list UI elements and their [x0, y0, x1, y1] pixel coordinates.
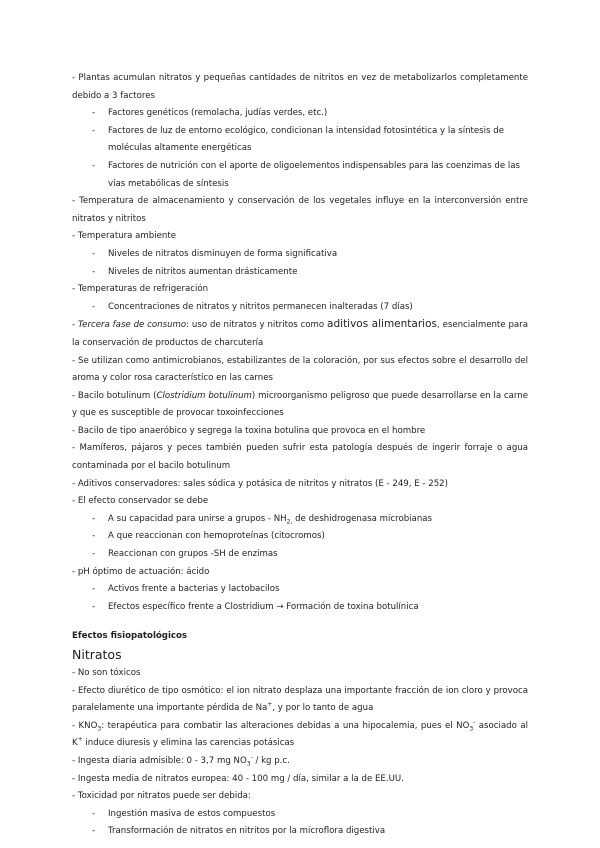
- list-item: - Niveles de nitratos disminuyen de forma significativa: [92, 246, 528, 264]
- paragraph-antimicrobianos: - Se utilizan como antimicrobianos, estabilizantes de la coloración, por sus efectos sobre el desarrollo del aroma y color rosa característico en las carnes: [72, 355, 528, 384]
- factores-list: [72, 105, 528, 193]
- paragraph-refrigeracion: - Temperaturas de refrigeración: [72, 284, 209, 295]
- text: -: [72, 320, 78, 331]
- paragraph-plantas: - Plantas acumulan nitratos y pequeñas cantidades de nitritos en vez de metabolizarlos completamente debido a 3 factores: [72, 73, 528, 101]
- list-item: - Transformación de nitratos en nitritos por la microflora digestiva: [92, 823, 528, 841]
- text: - Bacilo botulinum (: [72, 390, 157, 401]
- paragraph-tercera-fase: [72, 316, 528, 352]
- efecto-list: [72, 511, 528, 564]
- superscript: +: [77, 736, 83, 744]
- text: asociado al K: [72, 720, 528, 749]
- text: induce diuresis y elimina las carencias potásicas: [82, 738, 295, 749]
- paragraph-temperatura-almacenamiento: - Temperatura de almacenamiento y conservación de los vegetales influye en la interconversión entre nitratos y nitritos: [72, 196, 528, 224]
- list-item: - Factores genéticos (remolacha, judías verdes, etc.): [92, 105, 528, 123]
- subscript: 3: [97, 725, 102, 733]
- paragraph-temperatura-ambiente: - Temperatura ambiente: [72, 231, 177, 242]
- superscript: -: [473, 718, 476, 726]
- text: : uso de nitratos y nitritos como: [186, 320, 328, 331]
- paragraph-toxicidad: - Toxicidad por nitratos puede ser debida:: [72, 791, 251, 802]
- paragraph-ingesta-diaria: [72, 753, 528, 771]
- paragraph-efecto-conservador: - El efecto conservador se debe: [72, 496, 209, 507]
- italic-text: Clostridium botulinum: [156, 390, 252, 401]
- text: de deshidrogenasa microbianas: [292, 513, 433, 524]
- paragraph-anaerobico: - Bacilo de tipo anaeróbico y segrega la toxina botulina que provoca en el hombre: [72, 425, 426, 436]
- text: / kg p.c.: [252, 755, 290, 766]
- text: , y por lo tanto de agua: [272, 703, 374, 714]
- ph-list: [72, 581, 528, 616]
- toxicidad-list: [72, 806, 528, 841]
- section-title: Efectos fisiopatológicos: [72, 631, 188, 642]
- text: - Ingesta diaria admisible: 0 - 3,7 mg NO: [72, 755, 247, 766]
- paragraph-aditivos: - Aditivos conservadores: sales sódica y potásica de nitritos y nitratos (E - 249, E - 252): [72, 478, 448, 489]
- ambiente-list: [72, 246, 528, 281]
- text: : terapéutica para combatir las alteraciones debidas a una hipocalemia, pues el NO: [101, 720, 470, 731]
- text: A su capacidad para unirse a grupos - NH: [108, 513, 287, 524]
- refrigeracion-list: [72, 299, 528, 317]
- text: ) microorganismo peligroso que puede desarrollarse en la carne y que es susceptible de provocar toxoinfecciones: [72, 390, 529, 419]
- text: - KNO: [72, 720, 98, 731]
- list-item: - Activos frente a bacterias y lactobacilos: [92, 581, 528, 599]
- paragraph-diuretico: [72, 683, 528, 718]
- superscript: -: [250, 754, 253, 762]
- paragraph-ph: - pH óptimo de actuación: ácido: [72, 566, 210, 577]
- emphasis-text: aditivos alimentarios: [327, 318, 437, 331]
- paragraph-no-toxicos: - No son tóxicos: [72, 668, 141, 678]
- paragraph-kno3: [72, 718, 528, 753]
- list-item: [92, 511, 528, 529]
- list-item: - Concentraciones de nitratos y nitritos permanecen inalteradas (7 días): [92, 299, 528, 317]
- document-page: [72, 70, 528, 841]
- list-item: - Efectos específico frente a Clostridium → Formación de toxina botulínica: [92, 599, 528, 617]
- list-item: - A que reaccionan con hemoproteínas (citocromos): [92, 528, 528, 546]
- list-item: - Factores de luz de entorno ecológico, condicionan la intensidad fotosintética y la síntesis de moléculas altamente energéticas: [92, 123, 528, 158]
- subscript: 2,: [286, 518, 293, 526]
- list-item: - Reaccionan con grupos -SH de enzimas: [92, 546, 528, 564]
- list-item: - Niveles de nitritos aumentan drásticamente: [92, 264, 528, 282]
- text: - Efecto diurético de tipo osmótico: el ion nitrato desplaza una importante fracción de ion cloro y provoca paralelamente una importante pérdida de Na: [72, 685, 528, 714]
- text: , esencialmente para la conservación de productos de charcutería: [72, 320, 528, 348]
- superscript: +: [267, 701, 273, 709]
- subscript: 3: [246, 760, 251, 768]
- paragraph-ingesta-media: - Ingesta media de nitratos europea: 40 - 100 mg / día, similar a la de EE.UU.: [72, 773, 404, 784]
- subscript: 3: [469, 725, 474, 733]
- paragraph-mamiferos: - Mamíferos, pájaros y peces también pueden sufrir esta patología después de ingerir forraje o agua contaminada por el bacilo botulinum: [72, 443, 528, 472]
- subsection-title: Nitratos: [72, 647, 122, 662]
- paragraph-bacilo: [72, 388, 528, 423]
- list-item: - Ingestión masiva de estos compuestos: [92, 806, 528, 824]
- list-item: - Factores de nutrición con el aporte de oligoelementos indispensables para las coenzimas de las vías metabólicas de síntesis: [92, 158, 528, 193]
- italic-text: Tercera fase de consumo: [77, 320, 187, 331]
